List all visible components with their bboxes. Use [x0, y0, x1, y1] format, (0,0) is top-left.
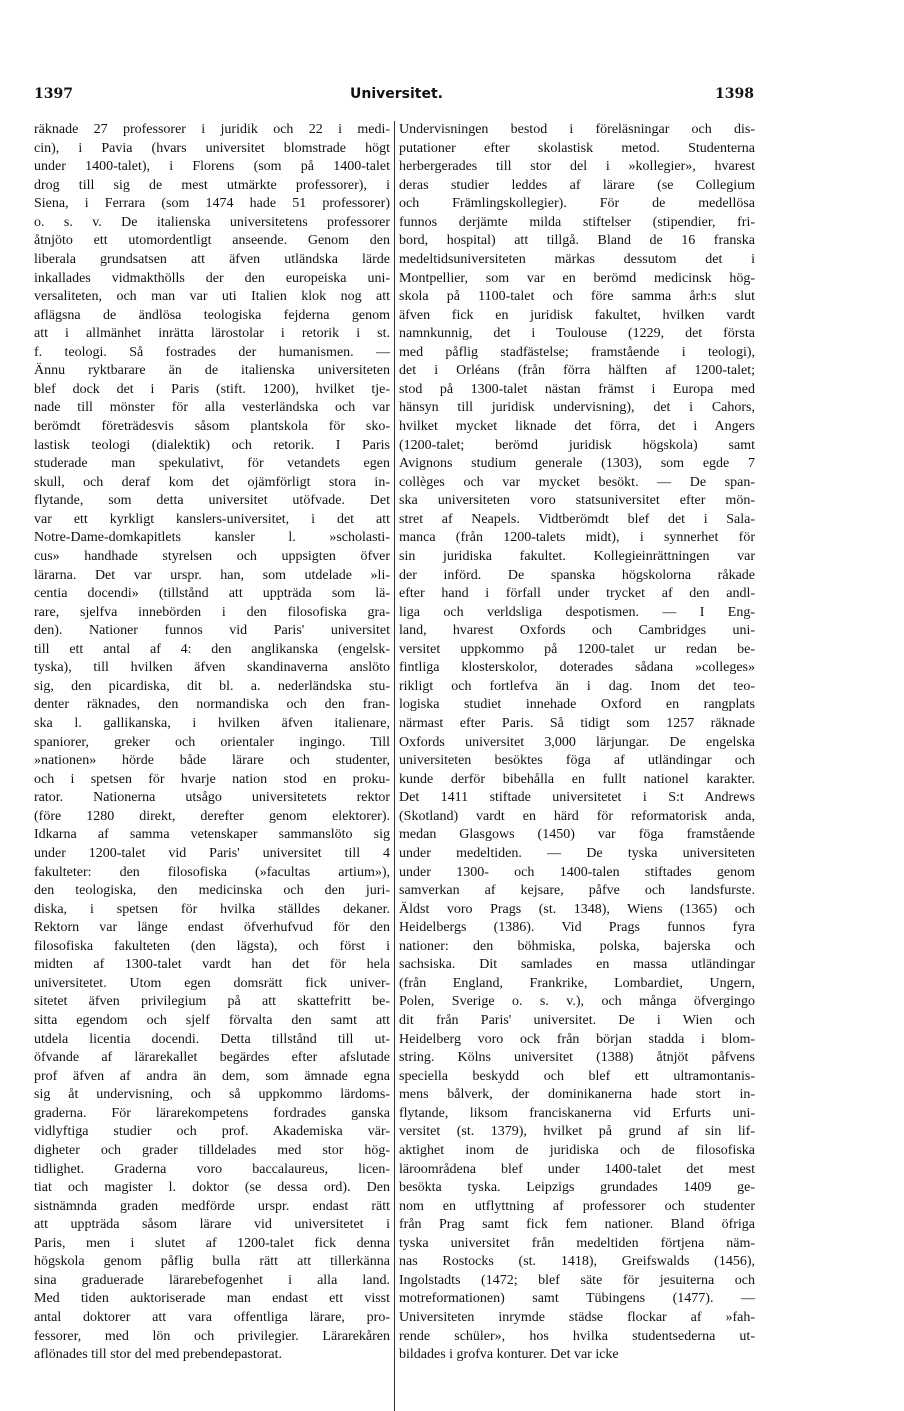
- text-line: Idkarna af samma vetenskaper sammanslöto sig: [34, 827, 390, 843]
- text-line: Siena, i Ferrara (som 1474 hade 51 professorer): [34, 196, 390, 212]
- right-text-column: [399, 121, 755, 1365]
- text-line: medan Glasgows (1450) var föga framstående: [399, 827, 755, 843]
- text-line: tyska universitet från medeltiden förtjena näm-: [399, 1235, 755, 1251]
- text-line: samverkan af kejsare, påfve och landsfurste.: [399, 883, 755, 899]
- text-line: under 1300- och 1400-talen stiftades genom: [399, 864, 755, 880]
- text-line: fakulteter: den filosofiska (»facultas artium»),: [34, 864, 390, 880]
- text-line: universitetet. Utom egen domsrätt fick univer-: [34, 975, 390, 991]
- text-line: äfven fick en juridisk fakultet, hvilken vardt: [399, 307, 755, 323]
- text-line: sitetet äfven privilegium på att skattefritt be-: [34, 994, 390, 1010]
- text-line: flytande, som detta universitet utöfvade. Det: [34, 493, 390, 509]
- text-line: aflönades till stor del med prebendepastorat.: [34, 1347, 283, 1363]
- text-line: närmast efter Paris. Så tidigt som 1257 räknade: [399, 716, 755, 731]
- text-line: och i spetsen för hvarje nation stod en proku-: [34, 771, 390, 787]
- text-line: ska universiteten voro statsuniversitet efter mön-: [399, 493, 755, 509]
- text-line: spaniorer, greker och orientaler ingingo. Till: [34, 734, 390, 750]
- text-line: den). Nationer funnos vid Paris' universitet: [34, 623, 390, 639]
- text-line: f. teologi. Så fostrades der humanismen. —: [34, 344, 390, 360]
- text-line: (Skotland) vardt en härd för reformatorisk anda,: [399, 808, 755, 824]
- text-line: »nationen» hörde både lärare och studenter,: [34, 753, 390, 769]
- text-line: digheter och grader tilldelades med stor hög-: [34, 1142, 390, 1158]
- text-line: rende schüler», hos hvilka studentsederna ut-: [399, 1328, 755, 1344]
- text-line: motreformationen) samt Tübingens (1477). —: [399, 1291, 755, 1307]
- text-line: Paris, men i slutet af 1200-talet fick denna: [34, 1235, 390, 1251]
- text-line: fessorer, med lön och privilegier. Lärarekåren: [34, 1328, 390, 1344]
- text-line: utdela licentia docendi. Detta tillstånd till ut-: [34, 1031, 390, 1047]
- text-line: putationer efter skolastisk metod. Studenterna: [399, 140, 755, 156]
- text-line: o. s. v. De italienska universitetens professorer: [34, 214, 390, 230]
- text-line: herbergerades till stor del i »kollegier», hvarest: [399, 159, 755, 175]
- text-line: från Prag samt fick fem nationer. Bland öfriga: [399, 1217, 755, 1233]
- text-line: Polen, Sverige o. s. v.), och många öfvergingo: [399, 994, 755, 1010]
- text-line: Heidelbergs (1386). Vid Prags funnos fyra: [399, 920, 755, 936]
- text-line: manca (från 1200-talets midt), i synnerhet för: [399, 530, 755, 546]
- text-line: funnos derjämte milda stiftelser (stipendier, fri-: [399, 214, 755, 230]
- text-line: stret af Neapels. Vidtberömdt blef det i Sala-: [399, 511, 755, 527]
- text-line: vidlyftiga studier och prof. Akademiska vär-: [34, 1124, 390, 1140]
- text-line: Heidelberg voro ock från början stadda i blom-: [399, 1031, 755, 1047]
- text-line: läroområdena blef under 1400-talet det mest: [399, 1161, 755, 1177]
- text-line: öfvande af lärarekallet begärdes efter afslutade: [34, 1050, 390, 1066]
- text-line: antal doktorer att vara offentliga lärare, pro-: [34, 1310, 390, 1325]
- text-line: under 1200-talet vid Paris' universitet till 4: [34, 845, 390, 861]
- text-line: versaliteten, och man var uti Italien klok nog att: [34, 289, 390, 305]
- text-line: Notre-Dame-domkapitlets kansler l. »scholasti-: [34, 530, 390, 546]
- text-line: nade till mönster för alla vesterländska och var: [34, 400, 390, 416]
- text-line: denter räknades, den normandiska och den fran-: [34, 697, 390, 713]
- text-line: Avignons studium generale (1303), som egde 7: [399, 456, 755, 472]
- text-line: (från England, Frankrike, Lombardiet, Ungern,: [399, 975, 755, 991]
- text-line: högskola genom påflig bulla rätt att tillerkänna: [34, 1254, 390, 1270]
- text-line: collèges och var mycket besökt. — De span-: [399, 474, 755, 490]
- text-line: nom en utflyttning af professorer och studenter: [399, 1198, 755, 1214]
- text-line: hänsyn till juridisk undervisning), det i Cahors,: [399, 400, 755, 416]
- text-line: mens bålverk, der dominikanerna hade stort in-: [399, 1087, 755, 1103]
- text-line: drog till sig de mest utmärkte professorer), i: [34, 177, 390, 193]
- column-divider: [394, 121, 395, 1411]
- text-line: medeltidsuniversiteten märkas dessutom det i: [399, 251, 755, 267]
- text-line: string. Kölns universitet (1388) åtnjöt påfvens: [399, 1050, 755, 1066]
- text-line: sig åt undervisning, och så uppkommo lärdoms-: [34, 1087, 390, 1103]
- page-number-right: 1398: [715, 86, 754, 102]
- text-line: Universiteten inrymde städse flockar af »fah-: [399, 1310, 755, 1325]
- text-line: Oxfords universitet 3,000 lärjungar. De engelska: [399, 734, 755, 750]
- text-line: att uppträda såsom lärare vid universitetet i: [34, 1217, 390, 1233]
- text-line: nationer: den böhmiska, polska, bajerska och: [399, 938, 755, 954]
- text-line: nas Rostocks (st. 1418), Greifswalds (1456),: [399, 1254, 755, 1270]
- text-line: aktighet inom de juridiska och de filosofiska: [399, 1142, 755, 1158]
- text-line: rikligt och fortlefva än i dag. Inom det teo-: [399, 678, 755, 694]
- text-line: studerade man spekulativt, för vetandets egen: [34, 456, 390, 472]
- text-line: flytande, liksom franciskanerna vid Erfurts uni-: [399, 1105, 755, 1121]
- text-line: Undervisningen bestod i föreläsningar och dis-: [399, 122, 755, 137]
- text-line: stod på 1300-talet nästan främst i Europa med: [399, 381, 755, 397]
- text-line: sitta egendom och sjelf förvalta den samt att: [34, 1013, 390, 1028]
- text-line: skola på 1100-talet och före samma årh:s slut: [399, 289, 755, 305]
- text-line: hvilket mycket liknade det förra, det i Angers: [399, 419, 755, 434]
- text-line: (1200-talet; berömd juridisk högskola) samt: [399, 437, 755, 453]
- text-line: speciella beskydd och blef ett ultramontanis-: [399, 1068, 755, 1084]
- running-title: Universitet.: [350, 86, 443, 102]
- text-line: lastisk teologi (dialektik) och retorik. I Paris: [34, 437, 390, 453]
- text-line: sistnämnda graden medförde urspr. endast rätt: [34, 1198, 390, 1214]
- text-line: och Främlingskollegier). För de medellösa: [399, 196, 755, 212]
- text-line: under medeltiden. — De tyska universiteten: [399, 845, 755, 861]
- text-line: (före 1280 direkt, derefter genom elektorer).: [34, 808, 390, 824]
- text-line: liberala grundsatsen att äfven utländska lärde: [34, 251, 390, 267]
- text-line: med påflig stadfästelse; framstående i teologi),: [399, 344, 755, 360]
- text-line: lärarna. Det var urspr. han, som utdelade »li-: [34, 567, 390, 583]
- text-line: efter hand i förfall under trycket af den andl-: [399, 586, 755, 602]
- text-line: filosofiska fakulteten (den lägsta), och först i: [34, 938, 390, 954]
- text-line: Ännu ryktbarare än de italienska universiteten: [34, 363, 390, 379]
- text-line: versitet (st. 1379), hvilket på grund af sin lif-: [399, 1124, 755, 1140]
- text-line: den teologiska, den medicinska och den juri-: [34, 883, 390, 899]
- text-line: det i Orléans (från förra hälften af 1200-talet;: [399, 363, 755, 379]
- text-line: liga och verldsliga despotismen. — I Eng-: [399, 604, 755, 620]
- text-line: fintliga klosterskolor, doterades sådana »colleges»: [399, 660, 755, 676]
- text-line: åtnjöto ett utomordentligt anseende. Genom den: [34, 233, 390, 249]
- text-line: midten af 1300-talet vardt han det för hela: [34, 957, 390, 973]
- left-text-column: [34, 121, 390, 1365]
- text-line: cus» handhade styrelsen och uppsigten öfver: [34, 548, 390, 564]
- text-line: sachsiska. Dit samlades en massa utländingar: [399, 957, 755, 973]
- text-line: dit från Paris' universitet. De i Wien och: [399, 1013, 755, 1028]
- text-line: sig, den picardiska, dit bl. a. nederländska stu-: [34, 678, 390, 694]
- text-line: prof äfven af andra än dem, som ämnade egna: [34, 1068, 390, 1084]
- text-line: Rektorn var länge endast öfverhufvud för den: [34, 920, 390, 936]
- text-line: centia docendi» (tillstånd att uppträda som lä-: [34, 586, 390, 602]
- text-line: bord, hospital) att tillgå. Bland de 16 franska: [399, 233, 755, 249]
- text-line: diska, i spetsen för hvilka ställdes dekaner.: [34, 901, 390, 917]
- text-line: att i allmänhet inrätta lärostolar i retorik i st.: [34, 326, 390, 342]
- text-line: ska l. gallikanska, i hvilken äfven italienare,: [34, 716, 390, 731]
- text-line: Montpellier, som var en berömd medicinsk hög-: [399, 270, 755, 286]
- text-line: räknade 27 professorer i juridik och 22 i medi-: [34, 122, 390, 137]
- text-line: skull, och deraf kom det ojämförligt stora in-: [34, 474, 390, 490]
- text-line: var ett kyrkligt kanslers-universitet, i det att: [34, 511, 390, 527]
- text-line: graderna. För lärarekompetens fordrades ganska: [34, 1105, 390, 1121]
- text-line: Ingolstadts (1472; blef säte för jesuiterna och: [399, 1272, 755, 1288]
- page-header: [34, 86, 754, 108]
- text-line: Det 1411 stiftade universitetet i S:t Andrews: [399, 790, 755, 806]
- text-line: tiat och magister l. doktor (se dessa ord). Den: [34, 1180, 390, 1196]
- text-line: aflägsna de ändlösa teologiska fejderna genom: [34, 307, 390, 323]
- text-line: blef dock det i Paris (stift. 1200), hvilket tje-: [34, 381, 390, 397]
- text-line: inkallades vidmakthölls der den europeiska uni-: [34, 270, 390, 286]
- text-line: Äldst voro Prags (st. 1348), Wiens (1365) och: [399, 901, 755, 917]
- text-line: universiteten besöktes föga af utländingar och: [399, 753, 755, 769]
- text-line: berömdt företrädesvis såsom plantskola för sko-: [34, 419, 390, 434]
- text-line: der införd. De spanska högskolorna råkade: [399, 567, 755, 583]
- text-line: rator. Nationerna utsågo universitetets rektor: [34, 790, 390, 806]
- text-line: sin juridiska fakultet. Kollegieinrättningen var: [399, 548, 755, 564]
- text-line: sina graduerade lärarebefogenhet i alla land.: [34, 1272, 390, 1288]
- text-line: logiska studiet innehade Oxford en rangplats: [399, 697, 755, 713]
- text-line: versitet uppkommo på 1200-talet ur redan be-: [399, 641, 755, 657]
- text-line: besökta tyska. Leipzigs grundades 1409 ge-: [399, 1180, 755, 1196]
- text-line: deras studier leddes af lärare (se Collegium: [399, 177, 755, 193]
- text-line: till ett antal af 4: den anglikanska (engelsk-: [34, 641, 390, 657]
- text-line: namnkunnig, det i Toulouse (1229, det första: [399, 326, 755, 342]
- text-line: tyska), till hvilken äfven skandinaverna anslöto: [34, 660, 390, 676]
- text-line: cin), i Pavia (hvars universitet blomstrade högt: [34, 140, 390, 156]
- text-line: under 1400-talet), i Florens (som på 1400-talet: [34, 159, 390, 175]
- text-line: land, hvarest Oxfords och Cambridges uni-: [399, 623, 755, 639]
- page-number-left: 1397: [34, 86, 73, 102]
- text-line: rare, sjelfva innebörden i den filosofiska gra-: [34, 604, 390, 620]
- text-line: tidlighet. Graderna voro baccalaureus, licen-: [34, 1161, 390, 1177]
- text-line: Med tiden auktoriserade man endast ett visst: [34, 1291, 390, 1307]
- text-line: bildades i grofva konturer. Det var icke: [399, 1347, 619, 1363]
- text-line: kunde derför bibehålla en fullt nationel karakter.: [399, 771, 755, 787]
